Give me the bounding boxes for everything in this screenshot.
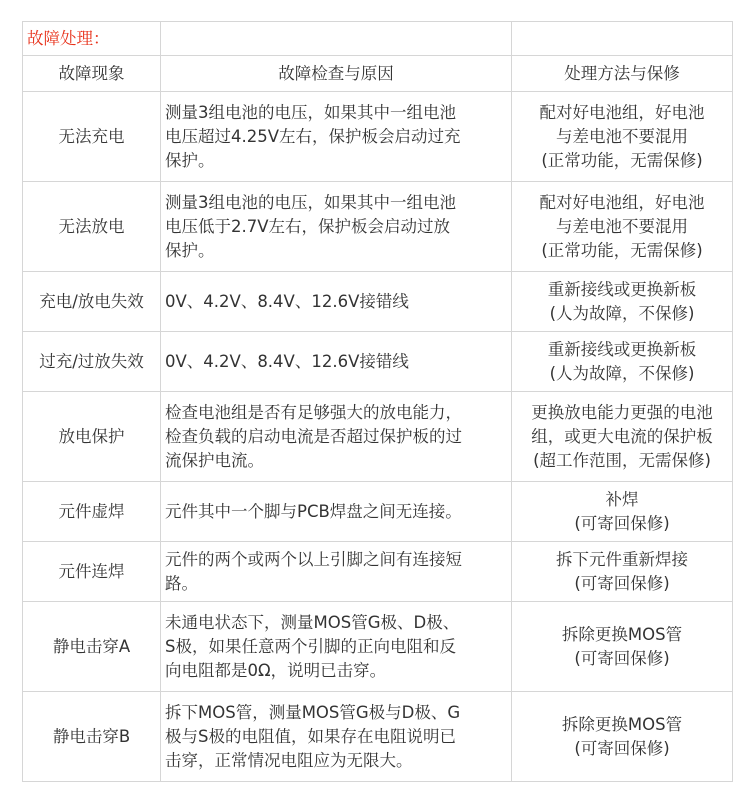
fix-line: (可寄回保修)	[574, 738, 670, 758]
symptom-cell: 静电击穿A	[23, 602, 161, 692]
symptom-cell: 放电保护	[23, 392, 161, 482]
check-line: 保护。	[165, 150, 215, 170]
fix-line: 拆下元件重新焊接	[556, 549, 688, 569]
check-line: 测量3组电池的电压，如果其中一组电池	[165, 102, 456, 122]
table-row	[23, 482, 733, 542]
table-row	[23, 542, 733, 602]
check-line: 向电阻都是0Ω，说明已击穿。	[165, 660, 387, 680]
fix-line: (超工作范围，无需保修)	[533, 450, 711, 470]
fix-line: 更换放电能力更强的电池	[531, 402, 713, 422]
check-cell	[161, 692, 512, 782]
fix-cell	[512, 692, 733, 782]
check-line: 流保护电流。	[165, 450, 264, 470]
check-line: 电压超过4.25V左右，保护板会启动过充	[165, 126, 461, 146]
fix-line: 配对好电池组，好电池	[539, 192, 705, 212]
check-cell	[161, 332, 512, 392]
check-cell	[161, 182, 512, 272]
symptom-cell: 元件连焊	[23, 542, 161, 602]
symptom-cell: 过充/过放失效	[23, 332, 161, 392]
table-title: 故障处理：	[23, 22, 161, 56]
check-line: 极与S极的电阻值，如果存在电阻说明已	[165, 726, 456, 746]
fix-line: 拆除更换MOS管	[561, 714, 683, 734]
check-cell	[161, 392, 512, 482]
check-line: 0V、4.2V、8.4V、12.6V接错线	[165, 351, 409, 371]
fix-line: 重新接线或更换新板	[547, 339, 697, 359]
fix-cell	[512, 392, 733, 482]
check-line: 检查负载的启动电流是否超过保护板的过	[165, 426, 462, 446]
check-line: 保护。	[165, 240, 215, 260]
table-row	[23, 332, 733, 392]
empty-cell	[512, 22, 733, 56]
fix-line: 重新接线或更换新板	[547, 279, 697, 299]
fix-line: (正常功能，无需保修)	[541, 150, 703, 170]
fix-cell	[512, 332, 733, 392]
fix-line: (正常功能，无需保修)	[541, 240, 703, 260]
table-row	[23, 272, 733, 332]
header-check: 故障检查与原因	[161, 56, 512, 92]
symptom-cell: 充电/放电失效	[23, 272, 161, 332]
header-fix: 处理方法与保修	[512, 56, 733, 92]
check-line: 拆下MOS管，测量MOS管G极与D极、G	[165, 702, 461, 722]
fault-table	[22, 21, 733, 782]
symptom-cell: 无法充电	[23, 92, 161, 182]
header-row	[23, 56, 733, 92]
check-line: 击穿，正常情况电阻应为无限大。	[165, 750, 413, 770]
table-row	[23, 602, 733, 692]
fix-line: 组，或更大电流的保护板	[531, 426, 713, 446]
table-row	[23, 182, 733, 272]
check-line: 未通电状态下，测量MOS管G极、D极、	[165, 612, 460, 632]
check-cell	[161, 272, 512, 332]
check-cell	[161, 482, 512, 542]
table-row	[23, 92, 733, 182]
fix-line: 拆除更换MOS管	[561, 624, 683, 644]
table-row	[23, 692, 733, 782]
check-line: S极，如果任意两个引脚的正向电阻和反	[165, 636, 456, 656]
fix-line: (人为故障，不保修)	[549, 303, 695, 323]
fix-cell	[512, 182, 733, 272]
fix-line: 与差电池不要混用	[556, 126, 688, 146]
fix-cell	[512, 602, 733, 692]
symptom-cell: 元件虚焊	[23, 482, 161, 542]
symptom-cell: 无法放电	[23, 182, 161, 272]
check-line: 元件的两个或两个以上引脚之间有连接短	[165, 549, 462, 569]
empty-cell	[161, 22, 512, 56]
check-line: 0V、4.2V、8.4V、12.6V接错线	[165, 291, 409, 311]
check-cell	[161, 92, 512, 182]
fix-line: (可寄回保修)	[574, 513, 670, 533]
fix-cell	[512, 542, 733, 602]
check-line: 测量3组电池的电压，如果其中一组电池	[165, 192, 456, 212]
fix-line: 与差电池不要混用	[556, 216, 688, 236]
fix-line: 配对好电池组，好电池	[539, 102, 705, 122]
check-line: 元件其中一个脚与PCB焊盘之间无连接。	[165, 501, 462, 521]
check-line: 路。	[165, 573, 198, 593]
fix-cell	[512, 92, 733, 182]
fix-line: 补焊	[605, 489, 639, 509]
check-cell	[161, 542, 512, 602]
check-cell	[161, 602, 512, 692]
fix-line: (可寄回保修)	[574, 573, 670, 593]
fix-cell	[512, 482, 733, 542]
fix-line: (可寄回保修)	[574, 648, 670, 668]
header-symptom: 故障现象	[23, 56, 161, 92]
fix-line: (人为故障，不保修)	[549, 363, 695, 383]
title-row	[23, 22, 733, 56]
check-line: 电压低于2.7V左右，保护板会启动过放	[165, 216, 451, 236]
table-row	[23, 392, 733, 482]
symptom-cell: 静电击穿B	[23, 692, 161, 782]
fix-cell	[512, 272, 733, 332]
check-line: 检查电池组是否有足够强大的放电能力，	[165, 402, 462, 422]
